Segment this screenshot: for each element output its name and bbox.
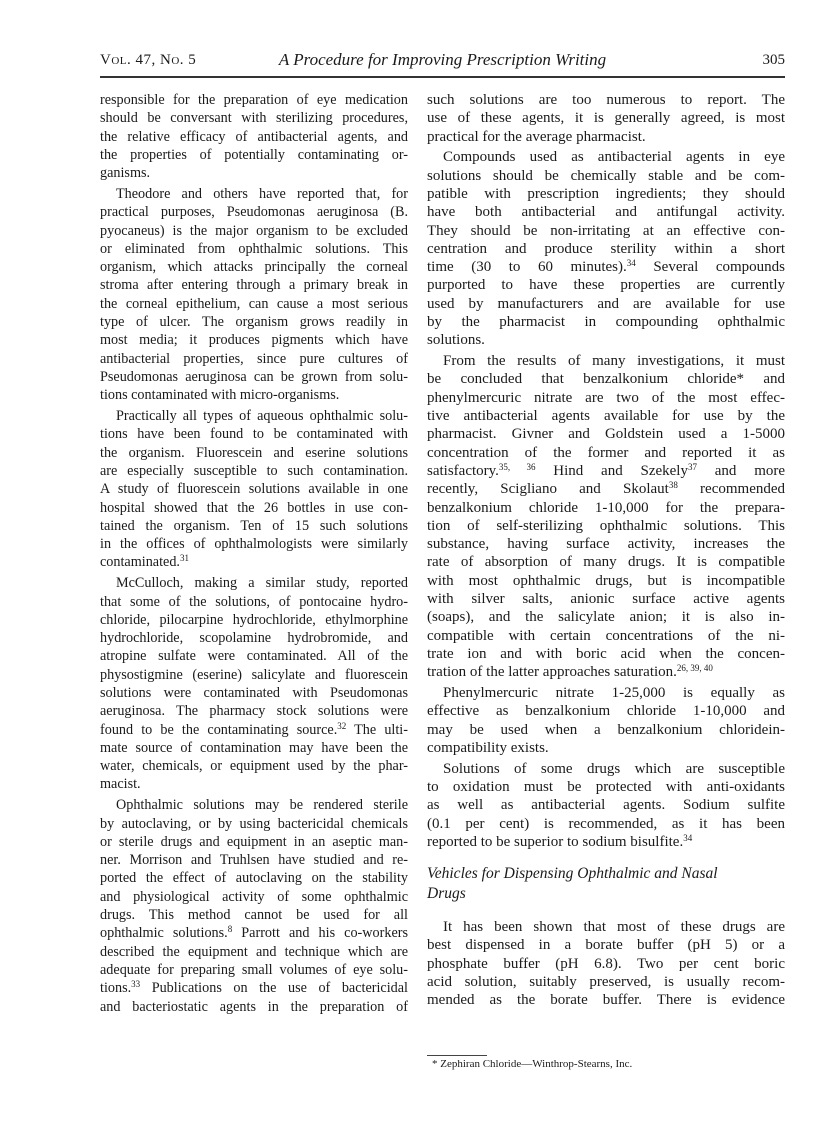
text-segment: compatible with certain concentrations of the ni- [427, 627, 785, 644]
text-line [427, 462, 785, 480]
text-segment: Several compounds [635, 259, 785, 276]
text-segment: as well as antibacterial agents. Sodium sulfite [427, 797, 785, 814]
text-segment: mended as the borate buffer. There is evidence [427, 992, 785, 1009]
text-segment: should be conversant with sterilizing procedures, [100, 110, 408, 127]
text-line [100, 240, 408, 258]
text-segment: tration of the latter approaches saturation. [427, 664, 677, 681]
text-segment: the relative efficacy of antibacterial agents, and [100, 128, 408, 145]
header-rule [100, 76, 785, 78]
paragraph [427, 918, 785, 1009]
text-segment: tions have been found to be contaminated with [100, 426, 408, 443]
text-line [100, 815, 408, 833]
text-segment: centration and produce sterility within a short [427, 240, 785, 257]
text-segment: tions contaminated with micro-organisms. [100, 387, 340, 404]
text-segment: ophthalmic solutions. [100, 925, 228, 942]
text-line [100, 109, 408, 127]
text-line [427, 684, 785, 702]
text-line [427, 796, 785, 814]
text-line [427, 444, 785, 462]
page-number: 305 [762, 52, 785, 68]
reference-superscript: 35, 36 [498, 461, 536, 472]
text-line [427, 864, 785, 884]
text-line [427, 407, 785, 425]
text-segment: drugs. This method cannot be used for all [100, 907, 408, 924]
text-segment: Drugs [427, 885, 466, 903]
text-line [100, 499, 408, 517]
text-segment: Publications on the use of bactericidal [140, 980, 408, 997]
text-segment: may be used when a benzalkonium chloridein- [427, 721, 785, 738]
text-segment: use of these agents, it is generally agreed, is most [427, 110, 785, 127]
text-segment: purported to have these properties are currently [427, 277, 785, 294]
text-line [427, 517, 785, 535]
text-segment: rate of absorption of many drugs. It is compatible [427, 554, 785, 571]
text-line [100, 574, 408, 592]
text-line [100, 146, 408, 164]
text-segment: found to be the contaminating source. [100, 721, 338, 738]
text-line [100, 295, 408, 313]
text-line [427, 884, 785, 904]
text-segment: Theodore and others have reported that, for [116, 185, 408, 202]
section-heading [427, 864, 785, 904]
text-line [100, 407, 408, 425]
text-line [427, 185, 785, 203]
reference-superscript: 37 [687, 461, 697, 472]
text-line [427, 313, 785, 331]
text-segment: chloride, pilocarpine hydrochloride, ethylmorphine [100, 611, 408, 628]
text-segment: or sterile drugs and equipment in an aseptic man- [100, 833, 408, 850]
text-segment: solutions should be chemically stable and be com- [427, 167, 785, 184]
text-line [427, 128, 785, 146]
text-line [427, 91, 785, 109]
text-segment: solutions. [427, 332, 485, 349]
text-line [100, 906, 408, 924]
text-segment: Ophthalmic solutions may be rendered sterile [116, 797, 408, 814]
text-segment: tive antibacterial agents available for use by the [427, 408, 785, 425]
text-segment: by the pharmacist in compounding ophthalmic [427, 314, 785, 331]
text-line [427, 148, 785, 166]
text-line [427, 702, 785, 720]
text-segment: the corneal epithelium, can cause a most serious [100, 295, 408, 312]
text-segment: Compounds used as antibacterial agents in eye [443, 149, 785, 166]
text-segment: recently, Scigliano and Skolaut [427, 481, 669, 498]
text-line [427, 295, 785, 313]
text-segment: and bacteriostatic agents in the preparation of [100, 998, 408, 1015]
footnote: * Zephiran Chloride—Winthrop-Stearns, Inc. [432, 1058, 633, 1070]
text-segment: trate ion and with boric acid when the concen- [427, 645, 785, 662]
text-segment: reported to be superior to sodium bisulfite. [427, 833, 684, 850]
text-segment: patible with prescription ingredients; they should [427, 185, 785, 202]
text-line [100, 553, 408, 571]
paragraph [427, 91, 785, 146]
text-segment: Phenylmercuric nitrate 1-25,000 is equally as [443, 685, 785, 701]
text-segment: time (30 to 60 minutes). [427, 259, 627, 276]
text-line [427, 760, 785, 778]
text-segment: aeruginosa. The pharmacy stock solutions were [100, 703, 408, 720]
text-line [100, 796, 408, 814]
reference-superscript: 38 [668, 480, 678, 491]
reference-superscript: 32 [337, 720, 347, 731]
text-segment: mate source of contamination may have been the [100, 739, 408, 756]
text-segment: stroma after entering through a primary break in [100, 277, 408, 294]
text-line [100, 851, 408, 869]
text-segment: physostigmine (eserine) salicylate and fluorescein [100, 666, 408, 683]
text-segment: hydrochloride, scopolamine hydrobromide, and [100, 630, 408, 647]
left-column [100, 91, 408, 1018]
text-line [427, 918, 785, 936]
text-line [427, 167, 785, 185]
text-segment: best dispensed in a borate buffer (pH 5) or a [427, 937, 785, 954]
text-segment: most media; it produces pigments which have [100, 332, 408, 349]
text-line [100, 666, 408, 684]
text-segment: effective as benzalkonium chloride 1-10,000 and [427, 703, 785, 720]
text-line [427, 815, 785, 833]
text-line [100, 185, 408, 203]
text-segment: Pseudomonas aeruginosa can be grown from solu- [100, 368, 408, 385]
text-segment: pharmacist. Givner and Goldstein used a 1-5000 [427, 426, 785, 443]
text-segment: such solutions are too numerous to report. The [427, 92, 785, 108]
text-line [100, 684, 408, 702]
text-segment: and more [696, 462, 786, 479]
text-line [427, 739, 785, 757]
text-line [427, 991, 785, 1009]
text-line [427, 352, 785, 370]
paragraph [427, 684, 785, 757]
text-line [100, 739, 408, 757]
text-segment: ner. Morrison and Truhlsen have studied and re- [100, 852, 408, 869]
text-line [100, 535, 408, 553]
text-segment: tions. [100, 980, 132, 997]
text-line [427, 627, 785, 645]
text-segment: in the offices of ophthalmologists were similarly [100, 536, 408, 553]
paragraph [100, 796, 408, 1016]
text-segment: satisfactory. [427, 462, 499, 479]
text-segment: practical for the average pharmacist. [427, 128, 646, 145]
reference-superscript: 31 [179, 553, 189, 564]
text-segment: recommended [677, 481, 786, 498]
text-segment: Practically all types of aqueous ophthalmic solu- [116, 408, 408, 425]
text-segment: (0.1 per cent) is recommended, as it has been [427, 815, 785, 832]
text-segment: type of ulcer. The organism grows readily in [100, 314, 408, 331]
text-segment: From the results of many investigations, it must [443, 353, 785, 370]
text-line [100, 629, 408, 647]
paragraph [100, 185, 408, 405]
text-segment: ganisms. [100, 165, 151, 182]
text-segment: concentration of the former and reported it as [427, 444, 785, 461]
text-segment: It has been shown that most of these drugs are [443, 919, 785, 936]
text-line [100, 368, 408, 386]
text-line [100, 833, 408, 851]
text-segment: or eliminated from ophthalmic solutions. This [100, 240, 408, 257]
text-segment: phosphate buffer (pH 6.8). Two per cent boric [427, 955, 785, 972]
volume-issue: Vol. 47, No. 5 [100, 52, 197, 68]
text-segment: They should be non-irritating at an effective con- [427, 222, 785, 239]
text-segment: pyocaneus) is the major organism to be excluded [100, 222, 408, 239]
text-line [427, 370, 785, 388]
text-segment: acid solution, suitably preserved, is usually recom- [427, 974, 785, 991]
text-line [427, 590, 785, 608]
text-line [100, 943, 408, 961]
text-line [427, 572, 785, 590]
text-line [427, 645, 785, 663]
text-segment: atropine sulfate were contaminated. All of the [100, 648, 408, 665]
text-line [100, 998, 408, 1016]
text-line [100, 313, 408, 331]
paragraph [100, 91, 408, 182]
text-line [427, 778, 785, 796]
text-line [427, 833, 785, 851]
text-segment: to oxidation must be protected with anti-oxidants [427, 778, 785, 795]
text-segment: with silver salts, anionic surface active agents [427, 591, 785, 608]
reference-superscript: 34 [626, 258, 636, 269]
text-segment: antibacterial properties, since pure cultures of [100, 350, 408, 367]
text-line [100, 462, 408, 480]
text-segment: McCulloch, making a similar study, reported [116, 575, 408, 592]
text-segment: described the equipment and technique which are [100, 943, 408, 960]
text-line [100, 425, 408, 443]
text-line [427, 276, 785, 294]
text-segment: The ulti- [346, 721, 408, 738]
text-line [100, 480, 408, 498]
text-segment: be concluded that benzalkonium chloride* and [427, 371, 785, 388]
text-line [100, 721, 408, 739]
text-segment: A study of fluorescein solutions available in one [100, 481, 408, 498]
text-segment: hospital showed that the 26 bottles in use con- [100, 499, 408, 516]
reference-superscript: 8 [227, 924, 233, 935]
text-line [427, 663, 785, 681]
text-line [100, 276, 408, 294]
text-line [100, 444, 408, 462]
text-line [100, 888, 408, 906]
text-segment: macist. [100, 776, 141, 793]
text-line [427, 425, 785, 443]
right-column [427, 91, 785, 1012]
text-segment: compatibility exists. [427, 739, 549, 756]
text-line [427, 222, 785, 240]
text-line [427, 955, 785, 973]
text-segment: Hind and Szekely [535, 462, 688, 479]
text-line [427, 499, 785, 517]
text-line [100, 647, 408, 665]
text-line [427, 389, 785, 407]
text-segment: (soaps), and the salicylate anion; it is also in- [427, 609, 785, 626]
text-segment: substance, having surface activity, increases the [427, 536, 785, 553]
text-segment: the organism. Fluorescein and eserine solutions [100, 444, 408, 461]
text-segment: tion of self-sterilizing ophthalmic solutions. This [427, 517, 785, 534]
reference-superscript: 33 [131, 979, 141, 990]
text-segment: by autoclaving, or by using bactericidal chemicals [100, 815, 408, 832]
text-segment: Vehicles for Dispensing Ophthalmic and Nasal [427, 865, 718, 883]
text-segment: with most ophthalmic drugs, but is incompatible [427, 572, 785, 589]
text-segment: organism, which attacks principally the corneal [100, 259, 408, 276]
text-segment: and physiological activity of some ophthalmic [100, 888, 408, 905]
text-segment: have both antibacterial and antifungal activity. [427, 204, 785, 221]
paragraph [427, 760, 785, 851]
text-line [100, 350, 408, 368]
text-line [427, 936, 785, 954]
text-line [100, 979, 408, 997]
text-line [100, 258, 408, 276]
running-title: A Procedure for Improving Prescription Writing [278, 50, 607, 69]
text-line [100, 775, 408, 793]
text-segment: phenylmercuric nitrate are two of the most effec- [427, 389, 785, 406]
text-line [427, 331, 785, 349]
paragraph [427, 352, 785, 681]
text-segment: tained the organism. Ten of 15 such solutions [100, 517, 408, 534]
text-segment: responsible for the preparation of eye medication [100, 92, 408, 108]
text-line [100, 222, 408, 240]
text-segment: that some of the solutions, of pontocaine hydro- [100, 593, 408, 610]
text-line [427, 258, 785, 276]
text-line [427, 535, 785, 553]
text-segment: benzalkonium chloride 1-10,000 for the prepara- [427, 499, 785, 516]
running-header [100, 50, 785, 72]
footnote-rule [427, 1055, 487, 1056]
text-line [100, 386, 408, 404]
paragraph [100, 574, 408, 794]
text-line [427, 109, 785, 127]
text-line [427, 721, 785, 739]
text-segment: used by manufacturers and are available for use [427, 295, 785, 312]
text-line [427, 240, 785, 258]
paragraph [100, 407, 408, 572]
text-line [100, 128, 408, 146]
text-line [100, 961, 408, 979]
text-line [100, 869, 408, 887]
text-line [427, 608, 785, 626]
text-line [427, 203, 785, 221]
text-line [427, 553, 785, 571]
text-line [427, 973, 785, 991]
text-line [100, 91, 408, 109]
text-segment: Solutions of some drugs which are susceptible [443, 760, 785, 777]
text-segment: are especially susceptible to such contamination. [100, 462, 408, 479]
text-line [100, 924, 408, 942]
reference-superscript: 34 [683, 832, 693, 843]
text-line [100, 164, 408, 182]
text-segment: contaminated. [100, 554, 180, 571]
text-line [100, 517, 408, 535]
text-segment: water, chemicals, or equipment used by the phar- [100, 758, 408, 775]
text-line [100, 593, 408, 611]
paragraph [427, 148, 785, 349]
text-segment: Parrott and his co-workers [232, 925, 408, 942]
text-line [427, 480, 785, 498]
text-segment: adequate for preparing small volumes of eye solu- [100, 961, 408, 978]
text-line [100, 331, 408, 349]
text-line [100, 611, 408, 629]
text-segment: ported the effect of autoclaving on the stability [100, 870, 408, 887]
text-segment: the properties of potentially contaminating or- [100, 146, 408, 163]
text-line [100, 203, 408, 221]
text-line [100, 702, 408, 720]
text-segment: solutions were contaminated with Pseudomonas [100, 685, 408, 701]
text-line [100, 757, 408, 775]
reference-superscript: 26, 39, 40 [676, 663, 713, 674]
text-segment: practical purposes, Pseudomonas aeruginosa (B. [100, 204, 408, 221]
